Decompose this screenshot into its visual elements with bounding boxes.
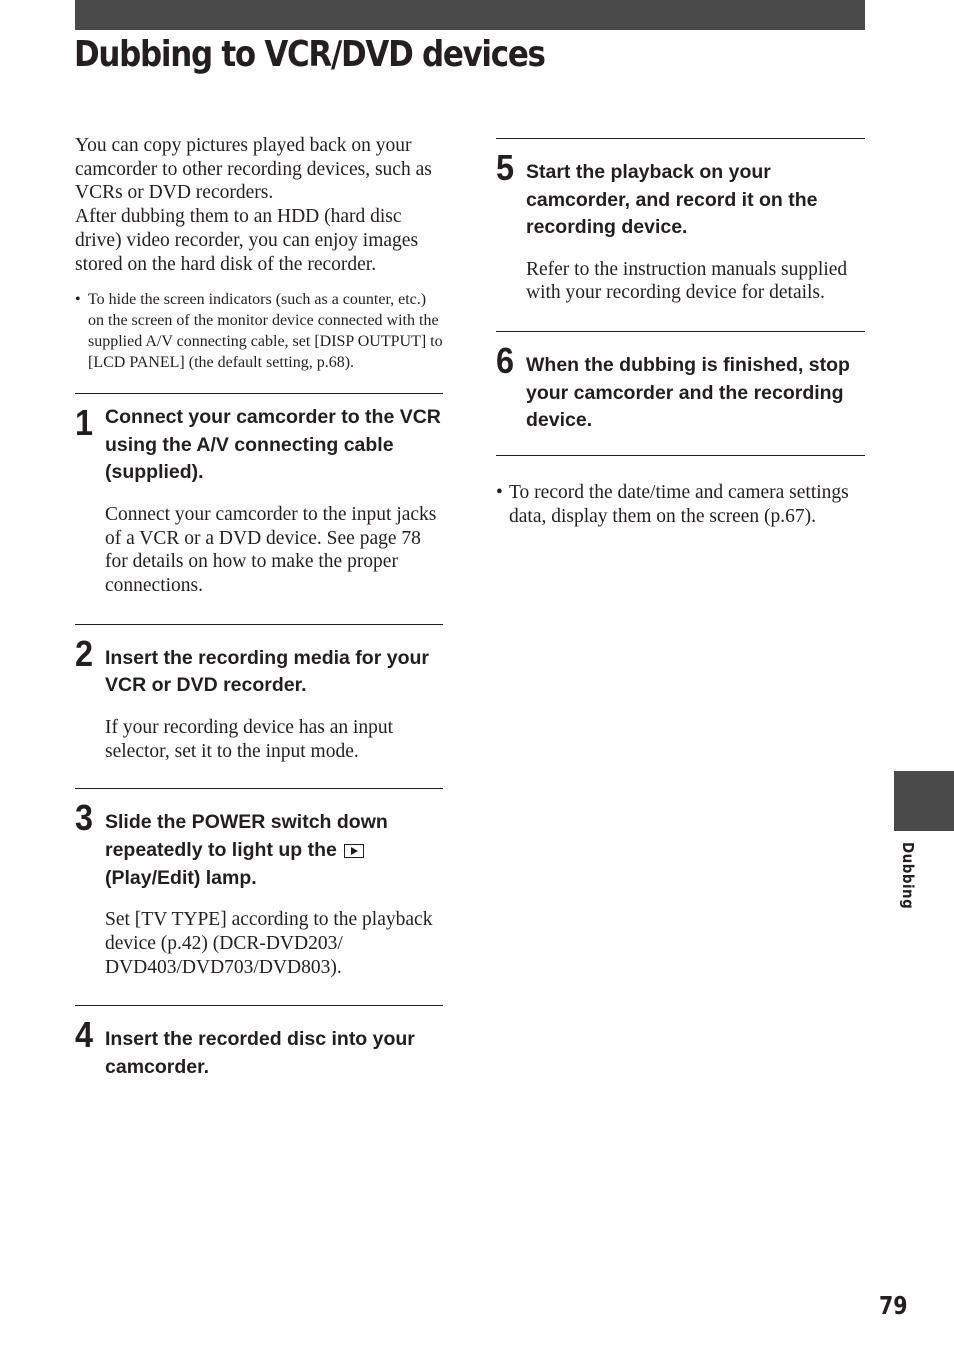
step-body: Refer to the instruction manuals supplied with your recording device for details. bbox=[526, 258, 848, 304]
right-note-text: To record the date/time and camera settings data, display them on the screen (p.67). bbox=[509, 481, 849, 527]
step-number: 6 bbox=[496, 340, 515, 382]
bullet-icon: • bbox=[496, 481, 503, 503]
intro-paragraph: You can copy pictures played back on your camcorder to other recording devices, such as VCRs or DVD recorders. bbox=[75, 135, 432, 204]
step-heading: Connect your camcorder to the VCR using the A/V connecting cable (supplied). bbox=[105, 406, 441, 484]
step-heading: Insert the recorded disc into your camcorder. bbox=[105, 1028, 415, 1078]
step-body: If your recording device has an input selector, set it to the input mode. bbox=[105, 717, 394, 762]
step-6 bbox=[496, 331, 865, 455]
side-tab bbox=[894, 771, 954, 831]
step-heading-part-1: Slide the POWER switch down repeatedly to light up the bbox=[105, 811, 388, 861]
step-1 bbox=[75, 393, 443, 624]
step-heading: When the dubbing is finished, stop your camcorder and the recording device. bbox=[526, 354, 850, 432]
right-column bbox=[496, 138, 865, 528]
left-column bbox=[75, 134, 443, 1081]
divider bbox=[496, 455, 865, 456]
right-note bbox=[496, 481, 865, 528]
step-heading: Insert the recording media for your VCR or DVD recorder. bbox=[105, 646, 429, 697]
step-heading-part-2: (Play/Edit) lamp. bbox=[105, 866, 257, 889]
page-title: Dubbing to VCR/DVD devices bbox=[74, 34, 545, 75]
step-number: 2 bbox=[75, 632, 94, 674]
step-number: 1 bbox=[75, 402, 94, 444]
step-5 bbox=[496, 138, 865, 331]
header-bar bbox=[75, 0, 865, 30]
step-4 bbox=[75, 1005, 443, 1081]
intro-note-text: To hide the screen indicators (such as a counter, etc.) on the screen of the monitor device connected with the supplied A/V connecting cable, set [DISP OUTPUT] to [LCD PANEL] (the default setting, p.68). bbox=[88, 291, 443, 372]
page-number: 79 bbox=[879, 1291, 908, 1320]
play-edit-icon bbox=[344, 844, 364, 858]
intro-note bbox=[75, 289, 443, 373]
intro-paragraph-2: After dubbing them to an HDD (hard disc drive) video recorder, you can enjoy images stored on the hard disk of the recorder. bbox=[75, 206, 419, 275]
intro bbox=[75, 134, 443, 373]
step-number: 3 bbox=[75, 797, 94, 839]
step-3 bbox=[75, 788, 443, 1005]
step-body: Set [TV TYPE] according to the playback device (p.42) (DCR-DVD203/ DVD403/DVD703/DVD803). bbox=[105, 909, 433, 978]
step-2 bbox=[75, 624, 443, 789]
side-tab-label: Dubbing bbox=[899, 842, 917, 910]
bullet-icon: • bbox=[75, 291, 81, 309]
step-number: 5 bbox=[496, 147, 515, 188]
step-body: Connect your camcorder to the input jacks of a VCR or a DVD device. See page 78 for details on how to make the proper connections. bbox=[105, 504, 437, 597]
step-heading: Start the playback on your camcorder, and record it on the recording device. bbox=[526, 161, 818, 239]
step-heading bbox=[105, 809, 443, 892]
step-number: 4 bbox=[75, 1014, 94, 1056]
